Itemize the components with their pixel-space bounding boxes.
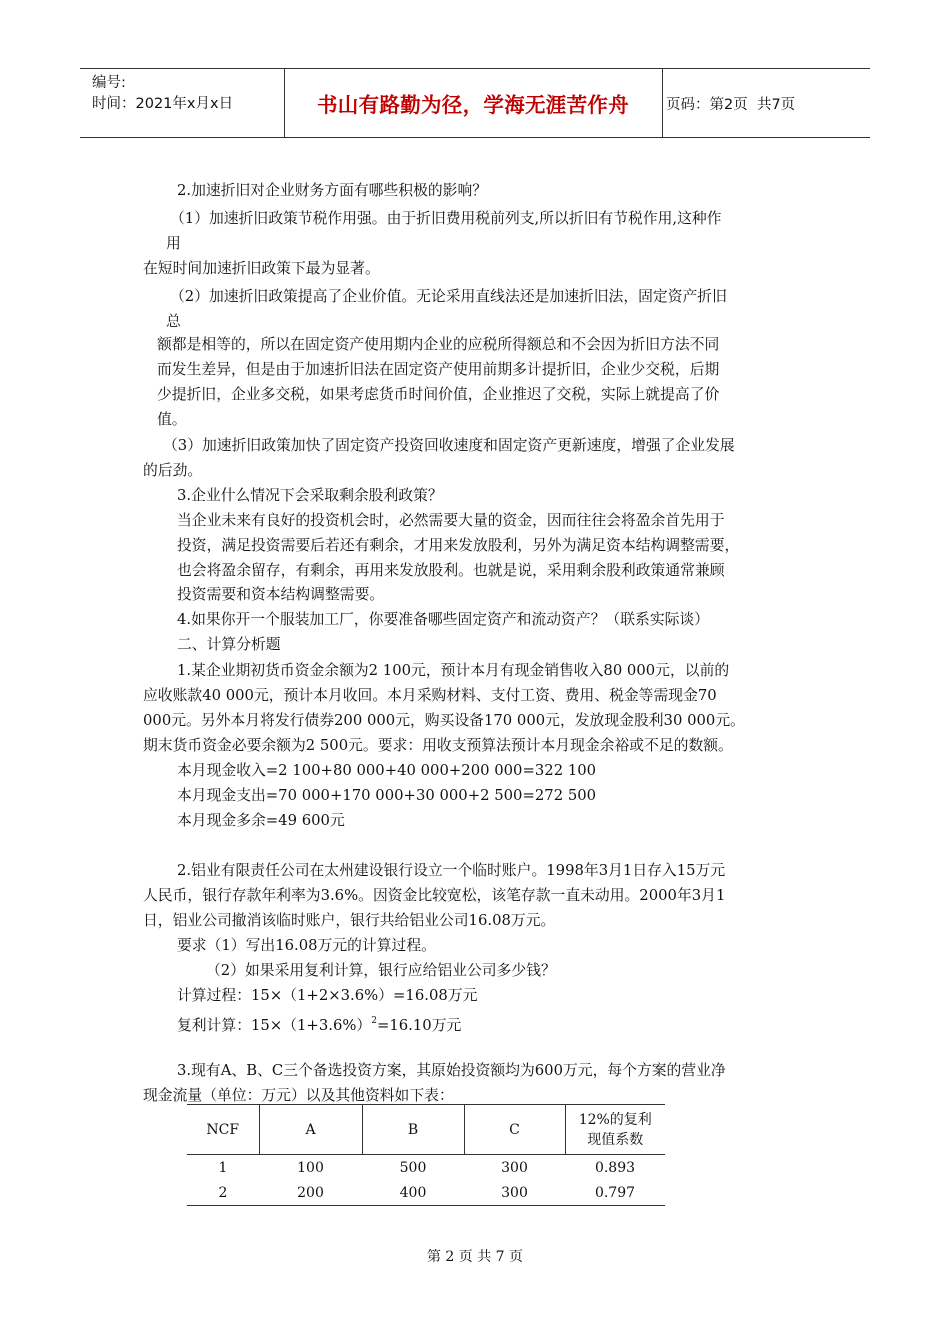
problem-1-text: 1.某企业期初货币资金余额为2 100元，预计本月有现金销售收入80 000元，以前的 — [177, 662, 730, 679]
factor-header-line-2: 现值系数 — [587, 1131, 644, 1148]
table-cell: 2 — [218, 1184, 228, 1201]
body-line: 在短时间加速折旧政策下最为显著。 — [143, 260, 380, 277]
problem-3-text: 现金流量（单位：万元）以及其他资料如下表： — [143, 1087, 454, 1104]
table-header-row — [187, 1105, 665, 1155]
compound-formula: 复利计算：15×（1+3.6%） — [177, 1017, 372, 1034]
question-2-heading: 2.加速折旧对企业财务方面有哪些积极的影响？ — [177, 182, 488, 199]
problem-2-requirement: （2）如果采用复利计算，银行应给铝业公司多少钱？ — [206, 962, 556, 979]
body-line: 也会将盈余留存，有剩余，再用来发放股利。也就是说，采用剩余股利政策通常兼顾 — [177, 562, 725, 579]
cash-flow-table — [187, 1104, 665, 1206]
table-cell: 500 — [399, 1159, 427, 1176]
problem-2-text: 日，铝业公司撤消该临时账户，银行共给铝业公司16.08万元。 — [143, 912, 556, 929]
table-row — [187, 1155, 665, 1181]
body-line: 的后劲。 — [143, 462, 203, 479]
document-number-label: 编号: — [92, 75, 126, 91]
problem-1-text: 000元。另外本月将发行债券200 000元，购买设备170 000元，发放现金股利30 000元。 — [143, 712, 745, 729]
body-line: 投资需要和资本结构调整需要。 — [177, 586, 385, 603]
table-cell: 300 — [501, 1159, 528, 1176]
table-cell: 0.893 — [594, 1159, 636, 1176]
exponent: 2 — [371, 1016, 377, 1026]
question-4-heading: 4.如果你开一个服装加工厂，你要准备哪些固定资产和流动资产？（联系实际谈） — [177, 611, 710, 628]
body-line: （1）加速折旧政策节税作用强。由于折旧费用税前列支,所以折旧有节税作用,这种作 — [170, 210, 722, 227]
table-cell: 1 — [218, 1159, 228, 1176]
document-date: 时间：2021年x月x日 — [92, 96, 234, 112]
compound-result: =16.10万元 — [376, 1017, 462, 1034]
table-cell: 400 — [399, 1184, 427, 1201]
problem-2-text: 人民币，银行存款年利率为3.6%。因资金比较宽松，该笔存款一直未动用。2000年3月1 — [143, 887, 726, 904]
factor-header-line-1: 12%的复利 — [578, 1111, 652, 1128]
calc-line — [177, 1011, 461, 1036]
table-cell: 0.797 — [594, 1184, 636, 1201]
header-divider — [662, 69, 663, 137]
calc-line: 本月现金收入=2 100+80 000+40 000+200 000=322 100 — [177, 762, 597, 779]
table-cell: 300 — [501, 1184, 528, 1201]
header-meta — [92, 73, 233, 115]
table-header-cell: A — [259, 1105, 362, 1155]
header-motto: 书山有路勤为径，学海无涯苦作舟 — [317, 93, 629, 117]
table-header-cell: B — [362, 1105, 464, 1155]
body-line: 当企业未来有良好的投资机会时，必然需要大量的资金，因而往往会将盈余首先用于 — [177, 512, 725, 529]
page-header — [80, 68, 870, 138]
problem-3-text: 3.现有A、B、C三个备选投资方案，其原始投资额均为600万元，每个方案的营业净 — [177, 1062, 726, 1079]
body-line: （3）加速折旧政策加快了固定资产投资回收速度和固定资产更新速度，增强了企业发展 — [163, 437, 735, 454]
table-cell: 200 — [297, 1184, 324, 1201]
table-header-cell — [565, 1105, 665, 1155]
question-3-heading: 3.企业什么情况下会采取剩余股利政策？ — [177, 487, 443, 504]
calc-line: 本月现金支出=70 000+170 000+30 000+2 500=272 500 — [177, 787, 597, 804]
body-line: 投资，满足投资需要后若还有剩余，才用来发放股利，另外为满足资本结构调整需要， — [177, 537, 740, 554]
calc-line: 计算过程：15×（1+2×3.6%）=16.08万元 — [177, 987, 478, 1004]
body-line: 而发生差异，但是由于加速折旧法在固定资产使用前期多计提折旧，企业少交税，后期 — [157, 361, 720, 378]
calc-line: 本月现金多余=49 600元 — [177, 812, 345, 829]
table-cell: 100 — [297, 1159, 324, 1176]
body-line: 用 — [166, 235, 181, 252]
body-line: 额都是相等的，所以在固定资产使用期内企业的应税所得额总和不会因为折旧方法不同 — [157, 336, 720, 353]
header-page-code: 页码：第2页 共7页 — [666, 96, 796, 113]
problem-2-requirement: 要求（1）写出16.08万元的计算过程。 — [177, 937, 436, 954]
table-row — [187, 1180, 665, 1206]
body-line: 值。 — [157, 411, 187, 428]
problem-1-text: 期末货币资金必要余额为2 500元。要求：用收支预算法预计本月现金余裕或不足的数额。 — [143, 737, 733, 754]
body-line: 少提折旧，企业多交税，如果考虑货币时间价值，企业推迟了交税，实际上就提高了价 — [157, 386, 720, 403]
body-line: （2）加速折旧政策提高了企业价值。无论采用直线法还是加速折旧法，固定资产折旧 — [170, 288, 727, 305]
table-header-cell: NCF — [187, 1105, 259, 1155]
table-header-cell: C — [464, 1105, 565, 1155]
body-line: 总 — [166, 313, 181, 330]
page-footer: 第 2 页 共 7 页 — [426, 1249, 524, 1265]
problem-1-text: 应收账款40 000元，预计本月收回。本月采购材料、支付工资、费用、税金等需现金70 — [143, 687, 717, 704]
problem-2-text: 2.铝业有限责任公司在太州建设银行设立一个临时账户。1998年3月1日存入15万元 — [177, 862, 726, 879]
section-heading: 二、计算分析题 — [177, 636, 281, 653]
